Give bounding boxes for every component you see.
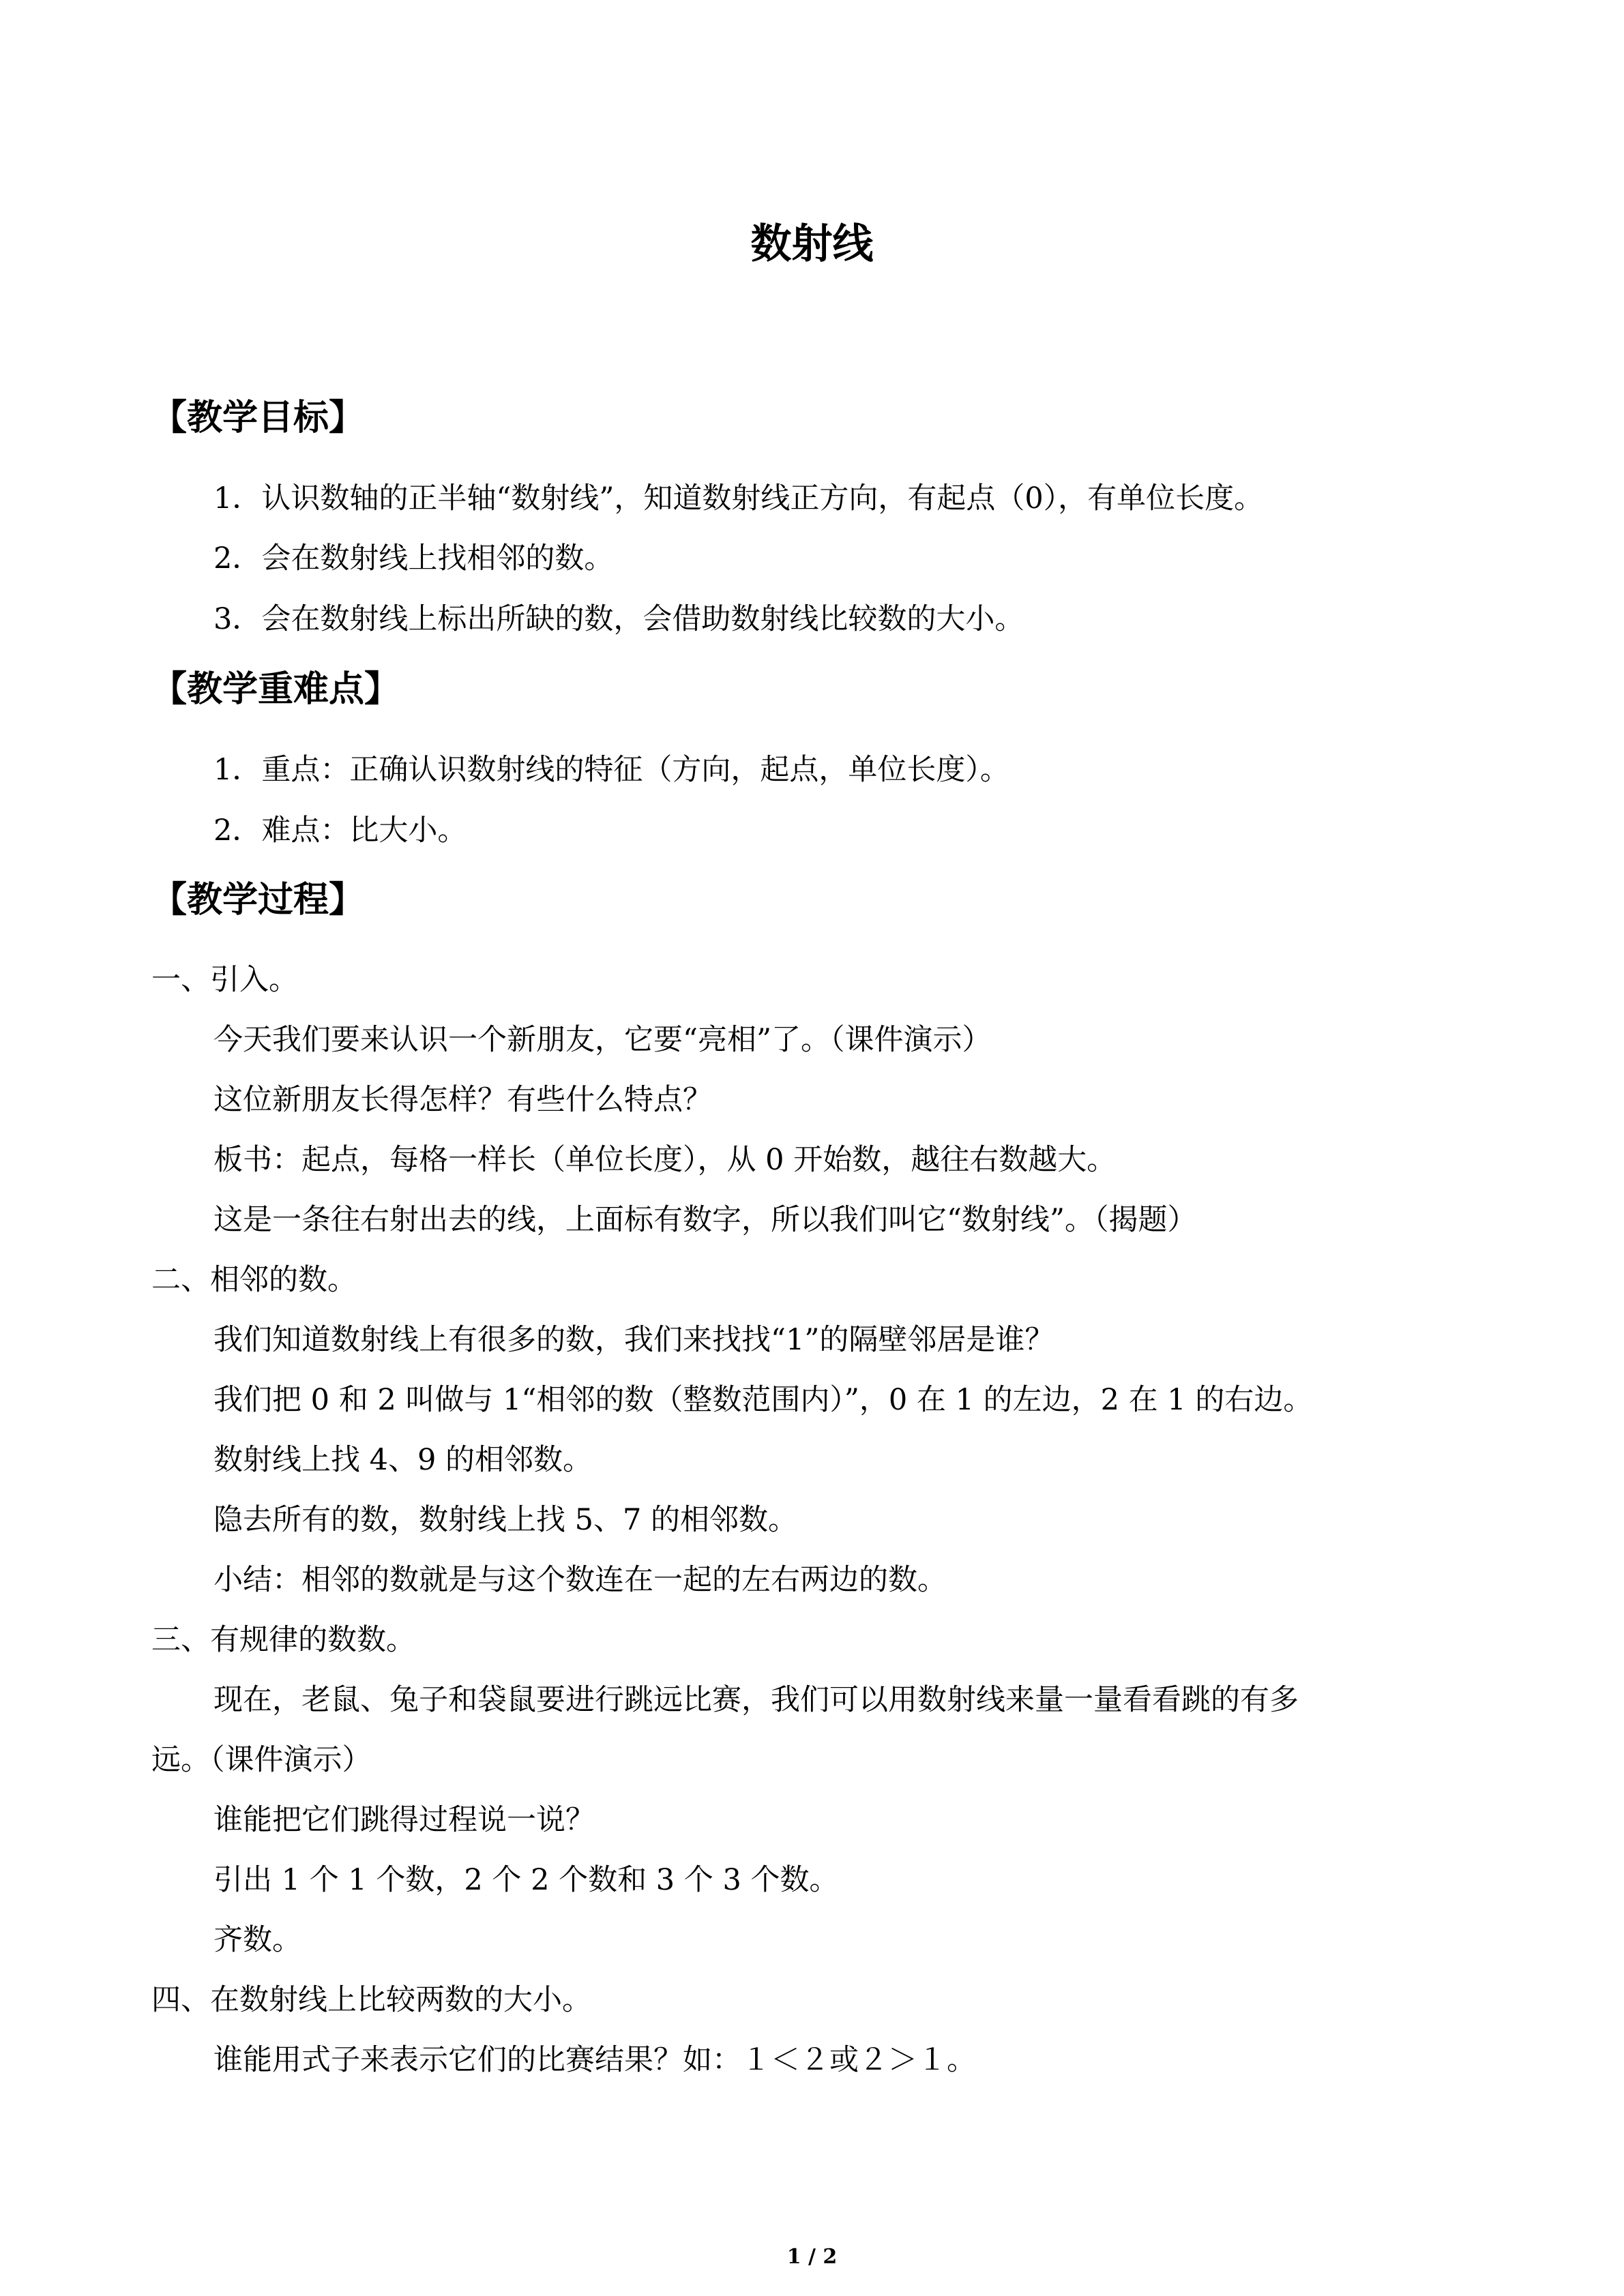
key-point-item: 1．重点：正确认识数射线的特征（方向，起点，单位长度）。 (213, 753, 1009, 787)
process-line: 引出 1 个 1 个数，2 个 2 个数和 3 个 3 个数。 (213, 1863, 839, 1897)
process-line: 隐去所有的数，数射线上找 5、7 的相邻数。 (213, 1503, 798, 1537)
process-line: 板书：起点，每格一样长（单位长度），从 0 开始数，越往右数越大。 (213, 1143, 1117, 1177)
process-part-title: 二、相邻的数。 (151, 1263, 357, 1297)
process-line: 我们知道数射线上有很多的数，我们来找找“1”的隔壁邻居是谁？ (213, 1323, 1054, 1357)
process-line: 谁能用式子来表示它们的比赛结果？如：１＜２或２＞１。 (213, 2043, 976, 2077)
process-line: 我们把 0 和 2 叫做与 1“相邻的数（整数范围内）”，0 在 1 的左边，2 在 1 的右边。 (213, 1383, 1313, 1417)
objective-item: 2．会在数射线上找相邻的数。 (213, 541, 614, 576)
section-heading-process: 【教学过程】 (151, 879, 365, 921)
process-line: 齐数。 (213, 1923, 301, 1957)
section-heading-objectives: 【教学目标】 (151, 397, 365, 438)
process-line: 谁能把它们跳得过程说一说？ (213, 1803, 595, 1837)
process-line-continuation: 远。（课件演示） (151, 1743, 372, 1777)
process-part-title: 一、引入。 (151, 963, 298, 997)
key-point-item: 2．难点：比大小。 (213, 814, 467, 848)
objective-item: 3．会在数射线上标出所缺的数，会借助数射线比较数的大小。 (213, 602, 1024, 636)
process-part-title: 四、在数射线上比较两数的大小。 (151, 1983, 591, 2017)
process-line: 现在，老鼠、兔子和袋鼠要进行跳远比赛，我们可以用数射线来量一量看看跳的有多 (213, 1683, 1299, 1717)
process-line: 今天我们要来认识一个新朋友，它要“亮相”了。（课件演示） (213, 1023, 992, 1057)
process-line: 这位新朋友长得怎样？有些什么特点？ (213, 1083, 712, 1117)
page-number: 1 / 2 (786, 2245, 838, 2269)
section-heading-key-points: 【教学重难点】 (151, 668, 400, 710)
process-part-title: 三、有规律的数数。 (151, 1623, 415, 1657)
objective-item: 1．认识数轴的正半轴“数射线”，知道数射线正方向，有起点（0），有单位长度。 (213, 481, 1264, 516)
document-title: 数射线 (750, 220, 874, 268)
process-line: 小结：相邻的数就是与这个数连在一起的左右两边的数。 (213, 1563, 947, 1597)
process-line: 数射线上找 4、9 的相邻数。 (213, 1443, 593, 1477)
process-line: 这是一条往右射出去的线，上面标有数字，所以我们叫它“数射线”。（揭题） (213, 1203, 1197, 1237)
